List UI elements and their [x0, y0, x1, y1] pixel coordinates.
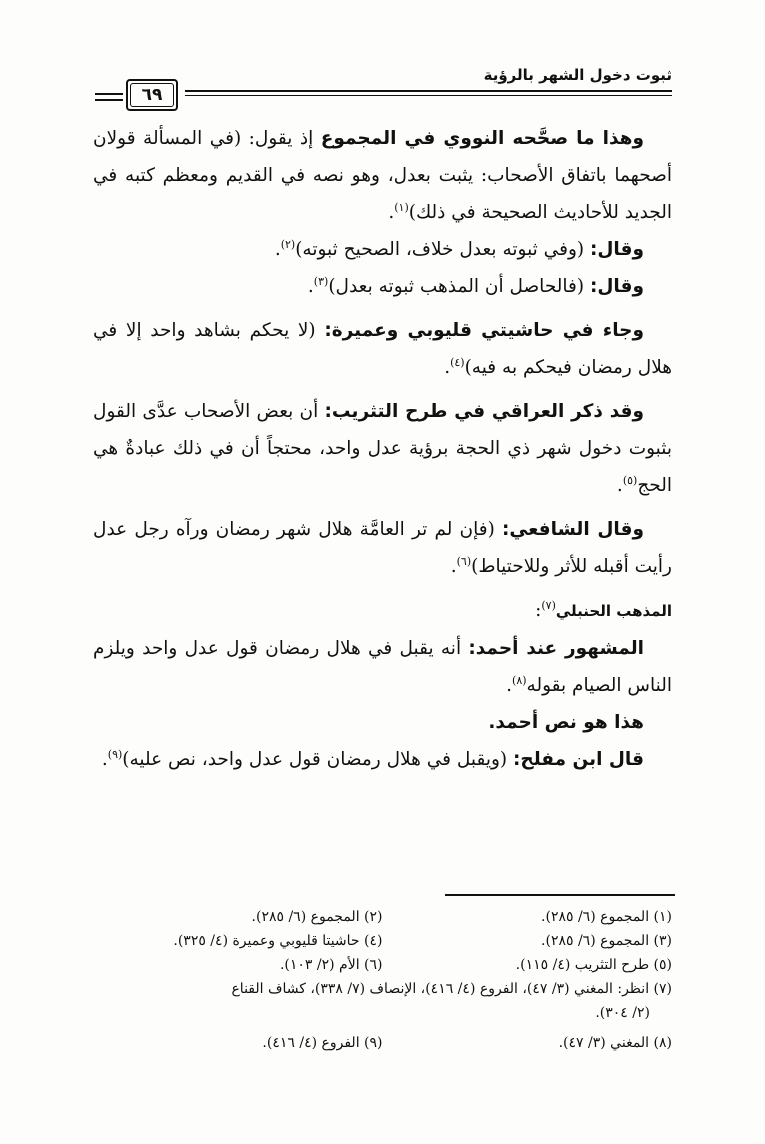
header-rule-left: [95, 93, 123, 95]
footnote-ref[interactable]: (٩): [107, 747, 123, 761]
footnote-1: (١) المجموع (٦/ ٢٨٥).: [541, 909, 672, 925]
paragraph: [93, 630, 672, 704]
paragraph-text: إذ يقول: (في المسألة قولان أصحهما باتفاق الأصحاب: يثبت بعدل، وهو نصه في القديم ومعظم كتبه في الجديد للأحاديث الصحيحة في ذلك): [93, 128, 672, 223]
footnote-row: [93, 929, 672, 953]
footnote-ref[interactable]: (٤): [450, 355, 465, 369]
paragraph: [93, 312, 672, 386]
paragraph-text: (ويقبل في هلال رمضان قول عدل واحد، نص عليه): [122, 749, 514, 770]
footnotes: [93, 905, 672, 1055]
footnote-6: (٦) الأم (٢/ ١٠٣).: [279, 957, 383, 973]
bold-lead: هذا هو نص أحمد.: [488, 712, 644, 733]
bold-lead: المشهور عند أحمد:: [468, 638, 644, 659]
paragraph: [93, 268, 672, 305]
paragraph-end: .: [274, 239, 281, 260]
footnote-ref[interactable]: (٣): [313, 274, 329, 288]
footnote-2: (٢) المجموع (٦/ ٢٨٥).: [251, 909, 383, 925]
footnote-4: (٤) حاشيتا قليوبي وعميرة (٤/ ٣٢٥).: [173, 933, 383, 949]
paragraph-text: أنه يقبل في هلال رمضان قول عدل واحد ويلزم الناس الصيام بقوله: [93, 638, 672, 696]
paragraph: [93, 704, 672, 741]
paragraph-end: .: [616, 475, 623, 496]
page-number: [126, 79, 178, 111]
footnote-9: (٩) الفروع (٤/ ٤١٦).: [262, 1035, 383, 1051]
bold-lead: وقد ذكر العراقي في طرح التثريب:: [324, 401, 644, 422]
footnote-row: [93, 905, 672, 929]
bold-lead: وهذا ما صحَّحه النووي في المجموع: [320, 128, 644, 149]
footnote-row: [93, 1031, 672, 1055]
paragraph-end: .: [506, 675, 513, 696]
footnote-ref[interactable]: (٦): [456, 554, 472, 568]
body-text: [93, 120, 672, 778]
paragraph: [93, 393, 672, 504]
paragraph-end: .: [388, 202, 395, 223]
paragraph: [93, 120, 672, 231]
paragraph-text: (فإن لم تر العامَّة هلال شهر رمضان ورآه رجل عدل رأيت أقبله للأثر وللاحتياط): [93, 519, 672, 577]
paragraph: [93, 511, 672, 585]
section-heading: [93, 592, 672, 630]
paragraph-end: .: [444, 357, 451, 378]
footnote-7-text: (٧) انظر: المغني (٣/ ٤٧)، الفروع (٤/ ٤١٦)، الإنصاف (٧/ ٣٣٨)، كشاف القناع: [231, 981, 672, 997]
bold-lead: قال ابن مفلح:: [513, 749, 644, 770]
paragraph: [93, 231, 672, 268]
bold-lead: وقال الشافعي:: [501, 519, 644, 540]
footnote-ref[interactable]: (٨): [512, 673, 527, 687]
footnote-ref[interactable]: (٢): [280, 237, 296, 251]
footnote-3: (٣) المجموع (٦/ ٢٨٥).: [541, 933, 672, 949]
paragraph-text: (لا يحكم بشاهد واحد إلا في هلال رمضان فيحكم به فيه): [93, 320, 672, 378]
footnote-7: [93, 977, 672, 1025]
header-rule-thin: [185, 95, 672, 96]
paragraph-text: (فالحاصل أن المذهب ثبوته بعدل): [328, 276, 590, 297]
footnote-5: (٥) طرح التثريب (٤/ ١١٥).: [515, 957, 672, 973]
paragraph-end: .: [101, 749, 108, 770]
running-title: ثبوت دخول الشهر بالرؤية: [483, 66, 672, 84]
footnote-8: (٨) المغني (٣/ ٤٧).: [558, 1035, 672, 1051]
heading-end: :: [535, 600, 542, 621]
footnote-ref[interactable]: (٧): [541, 598, 556, 612]
paragraph-text: أن بعض الأصحاب عدَّى القول بثبوت دخول شهر ذي الحجة برؤية عدل واحد، محتجاً أن في ذلك عبادةٌ هي الحج: [93, 401, 672, 496]
bold-lead: وقال:: [589, 239, 644, 260]
paragraph-end: .: [307, 276, 314, 297]
footnote-7-continuation: (٢/ ٣٠٤).: [595, 1005, 650, 1021]
paragraph-text: (وفي ثبوته بعدل خلاف، الصحيح ثبوته): [295, 239, 590, 260]
bold-lead: وجاء في حاشيتي قليوبي وعميرة:: [324, 320, 644, 341]
page-number-text: ٦٩: [141, 85, 163, 105]
paragraph-end: .: [450, 556, 457, 577]
footnote-ref[interactable]: (٥): [622, 473, 638, 487]
paragraph: [93, 741, 672, 778]
footnote-separator: [445, 894, 675, 896]
bold-lead: وقال:: [589, 276, 644, 297]
header-rule-left-lower: [95, 99, 123, 101]
heading-text: المذهب الحنبلي: [555, 602, 672, 620]
footnote-ref[interactable]: (١): [394, 200, 409, 214]
header-rule: [185, 90, 672, 92]
footnote-row: [93, 953, 672, 977]
